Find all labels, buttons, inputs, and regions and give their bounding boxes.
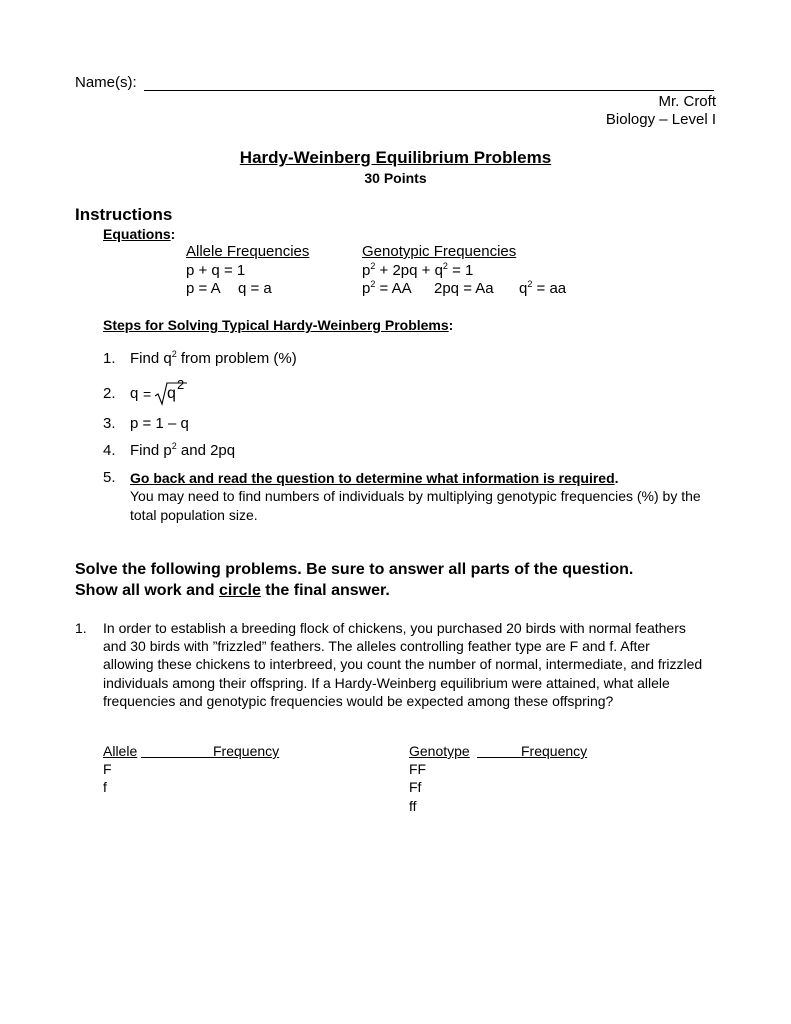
genotype-row-ff: ff <box>409 798 417 814</box>
allele-equation-q: q = a <box>238 280 272 297</box>
solve-instructions-line-2: Show all work and circle the final answer. <box>75 582 390 599</box>
problem-1-text: In order to establish a breeding flock of chickens, you purchased 20 birds with normal feathers and 30 birds with ”frizzled” feathers. The alleles controlling feather type are F and f. After allowing these chickens to interbreed, you count the number of normal, intermediate, and frizzled individuals among their offspring. If a Hardy-Weinberg equilibrium were attained, what allele frequencies and genotypic frequencies would be expected among these offspring? <box>103 620 703 709</box>
genotypic-frequencies-heading: Genotypic Frequencies <box>362 243 517 260</box>
genotype-row-FF: FF <box>409 761 427 777</box>
name-field-line[interactable] <box>144 90 714 91</box>
step-5-bold-text: Go back and read the question to determine what information is required. <box>130 470 619 486</box>
step-2-q: q <box>130 385 139 402</box>
genotype-equation-1: $p^2 + 2pq + q^2 = 1$ <box>362 261 474 279</box>
genotype-header-underline <box>477 757 521 758</box>
step-4-text: Find $p^2$ and 2pq <box>130 441 236 459</box>
steps-heading: Steps for Solving Typical Hardy-Weinberg Problems: <box>103 317 454 333</box>
step-2-equals: = <box>143 386 152 402</box>
step-2-radicand: q <box>167 385 176 402</box>
genotype-row-Ff: Ff <box>409 779 422 795</box>
genotype-column-header: Genotype <box>409 743 470 759</box>
allele-frequencies-heading: Allele Frequencies <box>186 243 310 260</box>
step-1-text: Find $q^2$ from problem (%) <box>130 349 297 367</box>
problem-1-number: 1. <box>75 620 87 636</box>
instructions-heading: Instructions <box>75 205 173 224</box>
step-1-number: 1. <box>103 350 116 367</box>
equations-label: Equations: <box>103 226 176 242</box>
step-4-number: 4. <box>103 442 116 459</box>
genotype-frequency-column-header: Frequency <box>521 743 588 759</box>
allele-row-f: f <box>103 779 107 795</box>
step-3-text: p = 1 – q <box>130 415 189 432</box>
genotype-equation-q2: $q^2$ = aa <box>519 279 567 297</box>
points-label: 30 Points <box>364 170 427 186</box>
name-label: Name(s): <box>75 74 137 91</box>
allele-header-underline <box>141 757 213 758</box>
allele-equation-p: p = A <box>186 280 221 297</box>
course-name: Biology – Level I <box>605 111 716 128</box>
genotype-equation-p2: $p^2$ = AA <box>362 279 412 297</box>
genotype-equation-2pq: 2pq = Aa <box>434 280 494 297</box>
allele-row-F: F <box>103 761 112 777</box>
solve-instructions-line-1: Solve the following problems. Be sure to answer all parts of the question. <box>75 561 634 578</box>
step-5-number: 5. <box>103 469 116 486</box>
step-2-number: 2. <box>103 385 116 402</box>
teacher-name: Mr. Croft <box>658 93 716 110</box>
step-2-sqrt-formula <box>130 379 220 407</box>
step-2-exponent: 2 <box>177 377 185 392</box>
step-3-number: 3. <box>103 415 116 432</box>
step-5-detail: You may need to find numbers of individuals by multiplying genotypic frequencies (%) by the total population size. <box>130 488 701 523</box>
allele-equation-1: p + q = 1 <box>186 262 246 279</box>
allele-column-header: Allele <box>103 743 138 759</box>
page-title: Hardy-Weinberg Equilibrium Problems <box>239 148 552 167</box>
allele-frequency-column-header: Frequency <box>213 743 280 759</box>
